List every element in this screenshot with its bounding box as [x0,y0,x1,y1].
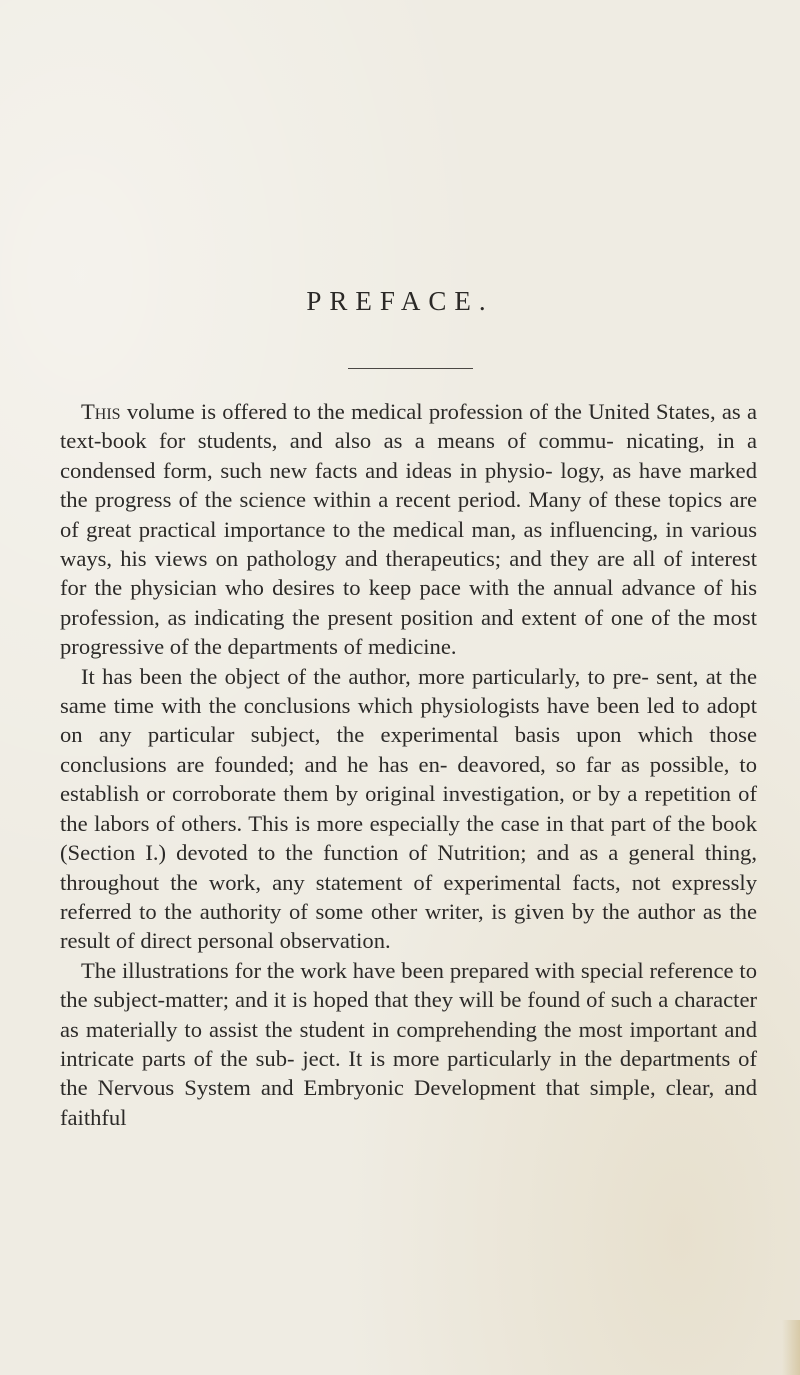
paragraph-3: The illustrations for the work have been prepared with special reference to the subject-matter; and it is hoped that they will be found of such a character as materially to assist the student in comprehending the most important and intricate parts of the sub- ject. It is more particularly in the departments of the Nervous System and Embryonic Development that simple, clear, and faithful [60,957,757,1130]
page-edge-stain [782,1320,800,1375]
page-title: PREFACE. [306,286,494,316]
title-rule [348,368,473,369]
paragraph-1-lead: This [81,399,121,424]
paragraph-1 [60,397,757,662]
preface-body [60,397,757,1132]
paragraph-2: It has been the object of the author, more particularly, to pre- sent, at the same time with the conclusions which physiologists have been led to adopt on any particular subject, the experimental basis upon which those conclusions are founded; and he has en- deavored, so far as possible, to establish or corroborate them by original investigation, or by a repetition of the labors of others. This is more especially the case in that part of the book (Section I.) devoted to the function of Nutrition; and as a general thing, throughout the work, any statement of experimental facts, not expressly referred to the authority of some other writer, is given by the author as the result of direct personal observation. [60,663,757,954]
paragraph-1-text: volume is offered to the medical profession of the United States, as a text-book for students, and also as a means of commu- nicating, in a condensed form, such new facts and ideas in physio- logy, as have marked the progress of the science within a recent period. Many of these topics are of great practical importance to the medical man, as influencing, in various ways, his views on pathology and therapeutics; and they are all of interest for the physician who desires to keep pace with the annual advance of his profession, as indicating the present position and extent of one of the most progressive of the departments of medicine. [60,399,757,660]
